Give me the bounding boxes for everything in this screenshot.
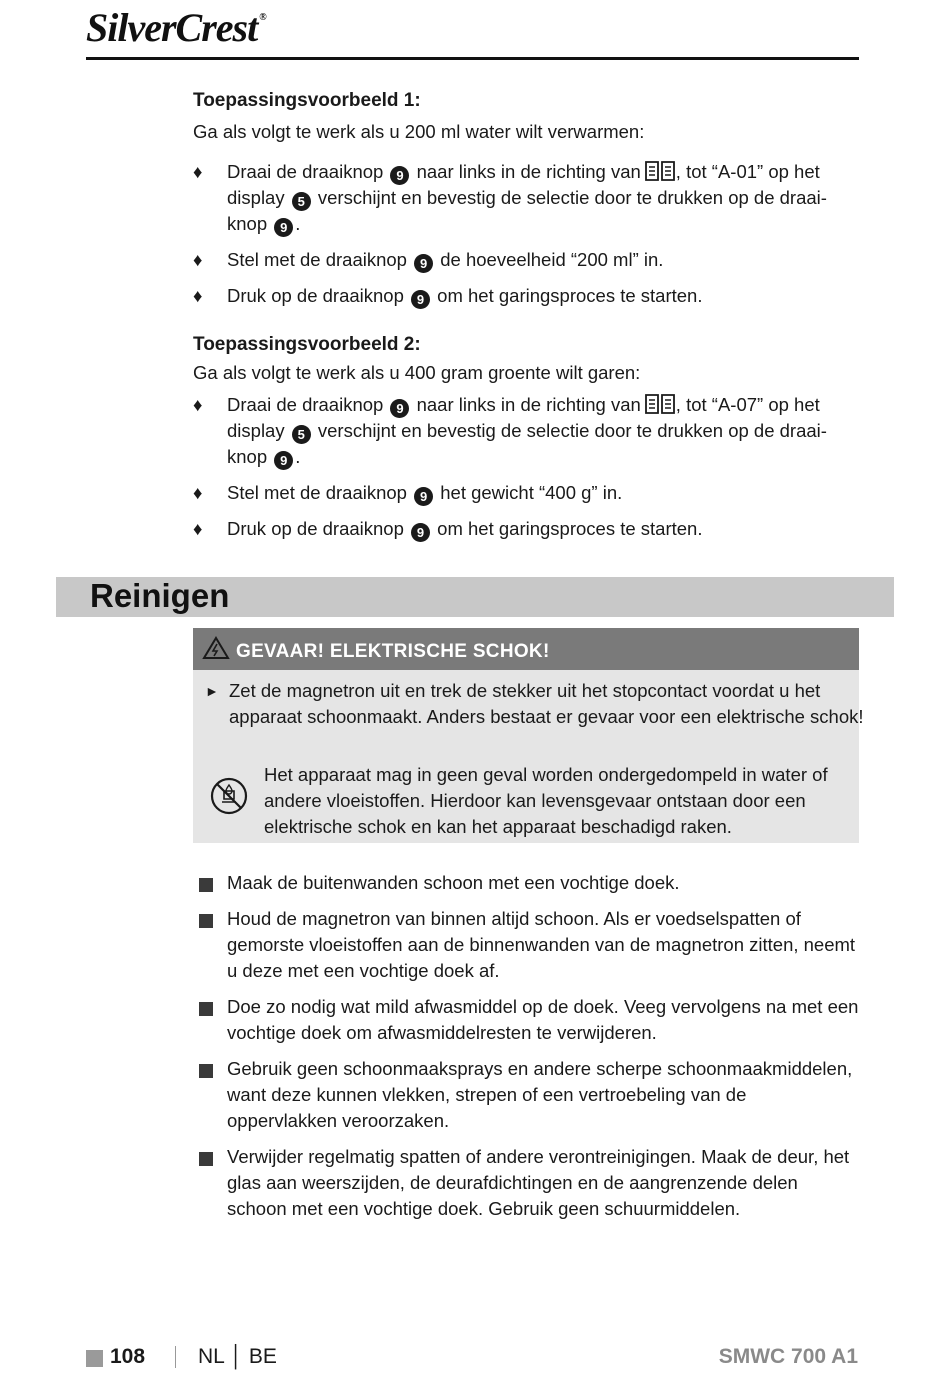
header-rule <box>86 57 859 60</box>
section-title: Reinigen <box>90 577 230 614</box>
step-text: Stel met de draaiknop <box>227 482 407 503</box>
warning-title: GEVAAR! ELEKTRISCHE SCHOK! <box>236 641 550 662</box>
number-badge-icon: 9 <box>414 487 433 506</box>
electric-hazard-icon <box>202 636 230 660</box>
number-badge-icon: 5 <box>292 425 311 444</box>
step-text: verschijnt en bevestig de selectie door te drukken op de draai- <box>317 187 827 208</box>
diamond-bullet-icon: ♦ <box>193 394 203 415</box>
step-text: de hoeveelheid “200 ml” in. <box>440 249 664 270</box>
warning-note: Het apparaat mag in geen geval worden ondergedompeld in water of andere vloeistoffen. Hierdoor kan levensgevaar ontstaan door een elektrische schok en kan het apparaat beschadigd raken. <box>264 764 828 837</box>
square-bullet-icon <box>199 914 213 928</box>
diamond-bullet-icon: ♦ <box>193 518 203 539</box>
number-badge-icon: 5 <box>292 192 311 211</box>
warning-body <box>193 670 864 843</box>
step-text: display <box>227 187 285 208</box>
list-item-text: Maak de buitenwanden schoon met een vochtige doek. <box>227 872 680 893</box>
list-item <box>199 994 859 1046</box>
step-text: Stel met de draaiknop <box>227 249 407 270</box>
number-badge-icon: 9 <box>274 451 293 470</box>
recipe-book-icon <box>644 160 676 182</box>
diamond-bullet-icon: ♦ <box>193 285 203 306</box>
step-text: Draai de draaiknop <box>227 394 384 415</box>
list-item <box>199 1144 859 1222</box>
step-text: om het garingsproces te starten. <box>437 518 703 539</box>
example-2-intro: Ga als volgt te werk als u 400 gram groente wilt garen: <box>193 362 641 383</box>
list-item-text: Doe zo nodig wat mild afwasmiddel op de doek. Veeg vervolgens na met een vochtige doek om afwasmiddelresten te verwijderen. <box>227 996 859 1043</box>
diamond-bullet-icon: ♦ <box>193 161 203 182</box>
list-item-text: Gebruik geen schoonmaaksprays en andere scherpe schoonmaakmiddelen, want deze kunnen vlekken, strepen of een vertroebeling van de oppervlakken veroorzaken. <box>227 1058 853 1131</box>
list-item <box>199 1056 859 1134</box>
step-text: knop <box>227 446 268 467</box>
square-bullet-icon <box>199 1152 213 1166</box>
list-item <box>193 247 859 273</box>
list-item <box>193 159 859 237</box>
step-text: het gewicht “400 g” in. <box>440 482 623 503</box>
number-badge-icon: 9 <box>414 254 433 273</box>
number-badge-icon: 9 <box>390 399 409 418</box>
list-item <box>193 283 859 309</box>
step-text: Druk op de draaiknop <box>227 518 404 539</box>
step-text: . <box>295 213 301 234</box>
step-text: knop <box>227 213 268 234</box>
step-text: display <box>227 420 285 441</box>
step-text: Draai de draaiknop <box>227 161 384 182</box>
list-item-text: Verwijder regelmatig spatten of andere verontreinigingen. Maak de deur, het glas aan weerszijden, de deurafdichtingen en de aangrenzende delen schoon met een vochtige doek. Gebruik geen schuurmiddelen. <box>227 1146 850 1219</box>
footer-square-icon <box>86 1350 103 1367</box>
brand-logo <box>86 4 266 51</box>
no-immersion-icon <box>209 776 249 816</box>
example-2-title: Toepassingsvoorbeeld 2: <box>193 334 421 355</box>
diamond-bullet-icon: ♦ <box>193 249 203 270</box>
square-bullet-icon <box>199 1064 213 1078</box>
arrow-bullet-icon: ► <box>205 683 219 699</box>
list-item <box>193 480 859 506</box>
square-bullet-icon <box>199 1002 213 1016</box>
step-text: Druk op de draaiknop <box>227 285 404 306</box>
square-bullet-icon <box>199 878 213 892</box>
example-1-title: Toepassingsvoorbeeld 1: <box>193 90 421 111</box>
page-number: 108 <box>110 1345 146 1368</box>
diamond-bullet-icon: ♦ <box>193 482 203 503</box>
footer-divider <box>175 1346 176 1368</box>
list-item <box>199 870 859 896</box>
list-item <box>199 906 859 984</box>
number-badge-icon: 9 <box>411 523 430 542</box>
list-item <box>193 392 859 470</box>
list-item <box>193 516 859 542</box>
step-text: naar links in de richting van <box>416 394 641 415</box>
example-1 <box>193 90 859 309</box>
list-item-text: Houd de magnetron van binnen altijd schoon. Als er voedselspatten of gemorste vloeistoffen aan de binnenwanden van de magnetron zitten, neemt u deze met een vochtige doek af. <box>227 908 856 981</box>
language-code: NL │ BE <box>198 1345 277 1368</box>
recipe-book-icon <box>644 393 676 415</box>
brand-name: SilverCrest <box>86 5 258 50</box>
registered-mark: ® <box>259 12 266 23</box>
warning-item-text: Zet de magnetron uit en trek de stekker uit het stopcontact voordat u het apparaat schoonmaakt. Anders bestaat er gevaar voor een elektrische schok! <box>229 680 864 727</box>
step-text: , tot “A-01” op het <box>675 161 820 182</box>
example-2 <box>193 334 859 542</box>
step-text: , tot “A-07” op het <box>675 394 820 415</box>
model-number: SMWC 700 A1 <box>718 1345 858 1368</box>
warning-header <box>193 628 859 670</box>
step-text: naar links in de richting van <box>416 161 641 182</box>
step-text: om het garingsproces te starten. <box>437 285 703 306</box>
warning-item <box>205 678 869 730</box>
step-text: verschijnt en bevestig de selectie door te drukken op de draai- <box>317 420 827 441</box>
number-badge-icon: 9 <box>390 166 409 185</box>
step-text: . <box>295 446 301 467</box>
number-badge-icon: 9 <box>411 290 430 309</box>
example-1-intro: Ga als volgt te werk als u 200 ml water wilt verwarmen: <box>193 121 645 142</box>
number-badge-icon: 9 <box>274 218 293 237</box>
cleaning-list <box>199 870 859 1222</box>
